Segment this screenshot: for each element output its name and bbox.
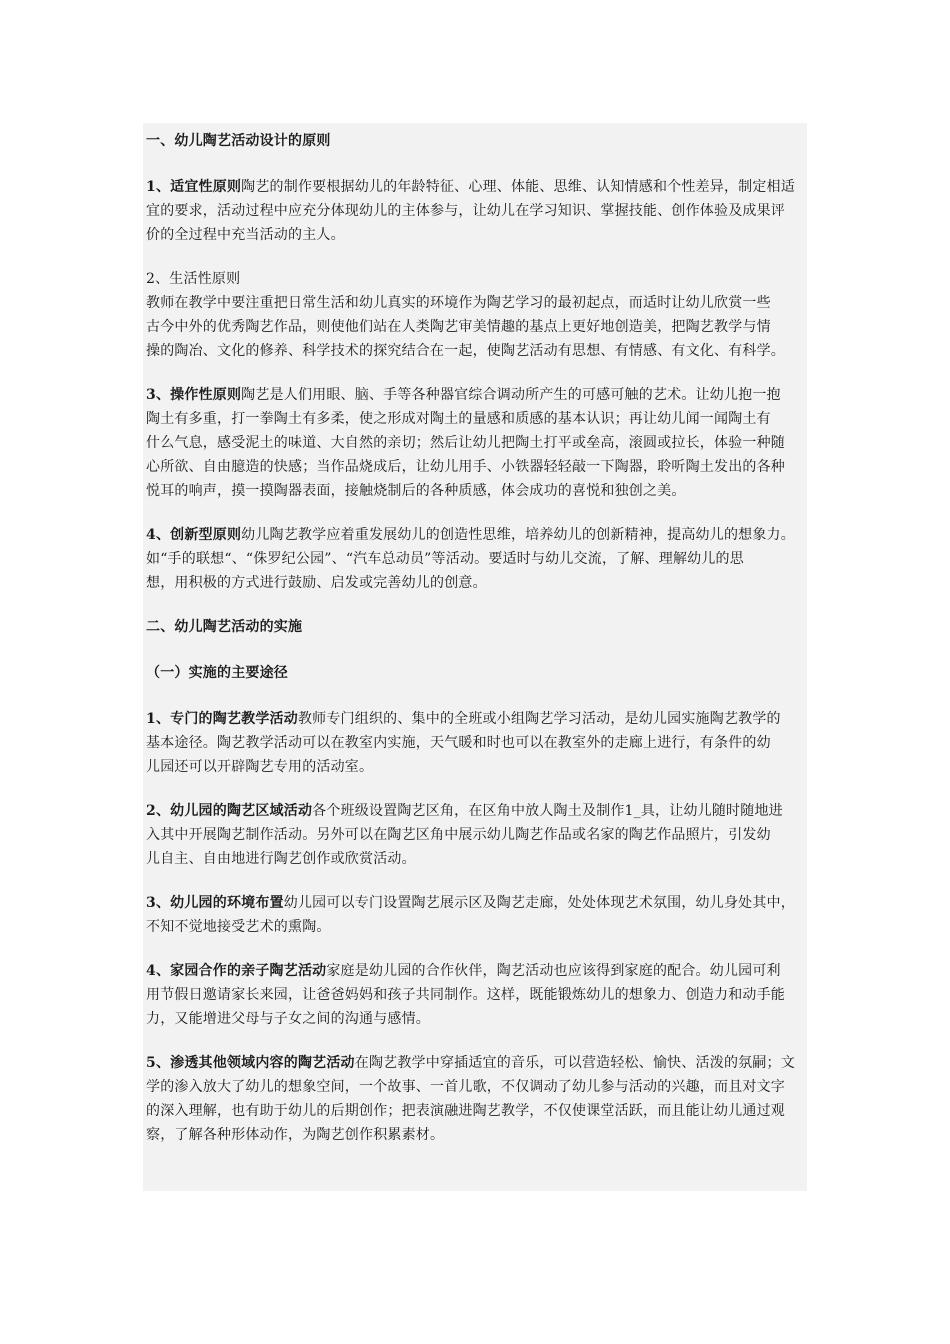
document-content	[143, 123, 807, 1191]
paragraph-line: 心所欲、自由臆造的快感；当作品烧成后，让幼儿用手、小铁器轻轻敲一下陶器，聆听陶土发出的各种	[146, 459, 785, 475]
paragraph-line: 价的全过程中充当活动的主人。	[146, 227, 345, 243]
paragraph-title: 1、专门的陶艺教学活动	[146, 711, 298, 727]
paragraph-area-activity	[143, 799, 807, 871]
paragraph-cross-domain	[143, 1051, 807, 1147]
paragraph-line: 察，了解各种形体动作，为陶艺创作积累素材。	[146, 1127, 445, 1143]
paragraph-operability-principle	[143, 383, 807, 503]
paragraph-line: 古今中外的优秀陶艺作品，则使他们站在人类陶艺审美情趣的基点上更好地创造美，把陶艺教学与情	[146, 319, 771, 335]
paragraph-title: 4、创新型原则	[146, 527, 242, 543]
paragraph-title: 4、家园合作的亲子陶艺活动	[146, 963, 327, 979]
paragraph-line: 宜的要求，活动过程中应充分体现幼儿的主体参与，让幼儿在学习知识、掌握技能、创作体验及成果评	[146, 203, 785, 219]
paragraph-line: 陶土有多重，打一拳陶土有多柔，使之形成对陶土的量感和质感的基本认识；再让幼儿闻一闻陶土有	[146, 411, 771, 427]
paragraph-line: 陶艺是人们用眼、脑、手等各种器官综合调动所产生的可感可触的艺术。让幼儿抱一抱	[241, 387, 781, 403]
paragraph-line: 用节假日邀请家长来园，让爸爸妈妈和孩子共同制作。这样，既能锻炼幼儿的想象力、创造力和动手能	[146, 987, 785, 1003]
paragraph-line: 儿园还可以开辟陶艺专用的活动室。	[146, 759, 374, 775]
paragraph-line: 力，又能增进父母与子女之间的沟通与感情。	[146, 1011, 430, 1027]
paragraph-line: 悦耳的响声，摸一摸陶器表面，接触烧制后的各种质感，体会成功的喜悦和独创之美。	[146, 483, 686, 499]
paragraph-line: 幼儿园可以专门设置陶艺展示区及陶艺走廊，处处体现艺术氛围，幼儿身处其中，	[283, 895, 795, 911]
paragraph-teaching-activity	[143, 707, 807, 779]
paragraph-line: 教师在教学中要注重把日常生活和幼儿真实的环境作为陶艺学习的最初起点，而适时让幼儿欣赏一些	[146, 295, 771, 311]
paragraph-title: 2、生活性原则	[146, 271, 241, 287]
paragraph-line: 儿自主、自由地进行陶艺创作或欣赏活动。	[146, 851, 416, 867]
paragraph-line: 教师专门组织的、集中的全班或小组陶艺学习活动，是幼儿园实施陶艺教学的	[297, 711, 781, 727]
paragraph-innovation-principle	[143, 523, 807, 595]
paragraph-line: 如“手的联想“、“侏罗纪公园”、“汽车总动员”等活动。要适时与幼儿交流，了解、理解幼儿的思	[146, 551, 744, 567]
paragraph-line: 入其中开展陶艺制作活动。另外可以在陶艺区角中展示幼儿陶艺作品或名家的陶艺作品照片，引发幼	[146, 827, 771, 843]
paragraph-line: 的深入理解，也有助于幼儿的后期创作；把表演融进陶艺教学，不仅使课堂活跃，而且能让幼儿通过观	[146, 1103, 785, 1119]
paragraph-line: 在陶艺教学中穿插适宜的音乐，可以营造轻松、愉快、活泼的氛嗣；文	[354, 1055, 795, 1071]
paragraph-line: 不知不觉地接受艺术的熏陶。	[146, 919, 331, 935]
paragraph-title: 3、操作性原则	[146, 387, 242, 403]
paragraph-suitability-principle	[143, 175, 807, 247]
paragraph-line: 什么气息，感受泥土的味道、大自然的亲切；然后让幼儿把陶土打平或垒高，滚圆或拉长，体验一种随	[146, 435, 785, 451]
paragraph-line: 学的渗入放大了幼儿的想象空间，一个故事、一首儿歌，不仅调动了幼儿参与活动的兴趣，而且对文字	[146, 1079, 785, 1095]
paragraph-parent-child	[143, 959, 807, 1031]
paragraph-line: 想，用积极的方式进行鼓励、启发或完善幼儿的创意。	[146, 575, 487, 591]
paragraph-line: 各个班级设置陶艺区角，在区角中放人陶土及制作1_具，让幼儿随时随地进	[312, 803, 783, 819]
section-heading-implementation: 二、幼儿陶艺活动的实施	[146, 619, 303, 635]
paragraph-line: 陶艺的制作要根据幼儿的年龄特征、心理、体能、思维、认知情感和个性差异，制定相适	[241, 179, 795, 195]
subsection-heading-approaches: （一）实施的主要途径	[146, 665, 288, 681]
paragraph-line: 幼儿陶艺教学应着重发展幼儿的创造性思维，培养幼儿的创新精神，提高幼儿的想象力。	[241, 527, 795, 543]
paragraph-environment	[143, 891, 807, 939]
section-heading-principles: 一、幼儿陶艺活动设计的原则	[146, 133, 331, 149]
paragraph-title: 2、幼儿园的陶艺区域活动	[146, 803, 313, 819]
paragraph-life-principle	[143, 267, 807, 363]
paragraph-line: 基本途径。陶艺教学活动可以在教室内实施，天气暖和时也可以在教室外的走廊上进行，有条件的幼	[146, 735, 771, 751]
paragraph-line: 家庭是幼儿园的合作伙伴，陶艺活动也应该得到家庭的配合。幼儿园可利	[326, 963, 781, 979]
paragraph-line: 操的陶冶、文化的修养、科学技术的探究结合在一起，使陶艺活动有思想、有情感、有文化、有科学。	[146, 343, 785, 359]
paragraph-title: 5、渗透其他领域内容的陶艺活动	[146, 1055, 355, 1071]
paragraph-title: 1、适宜性原则	[146, 179, 242, 195]
paragraph-title: 3、幼儿园的环境布置	[146, 895, 284, 911]
